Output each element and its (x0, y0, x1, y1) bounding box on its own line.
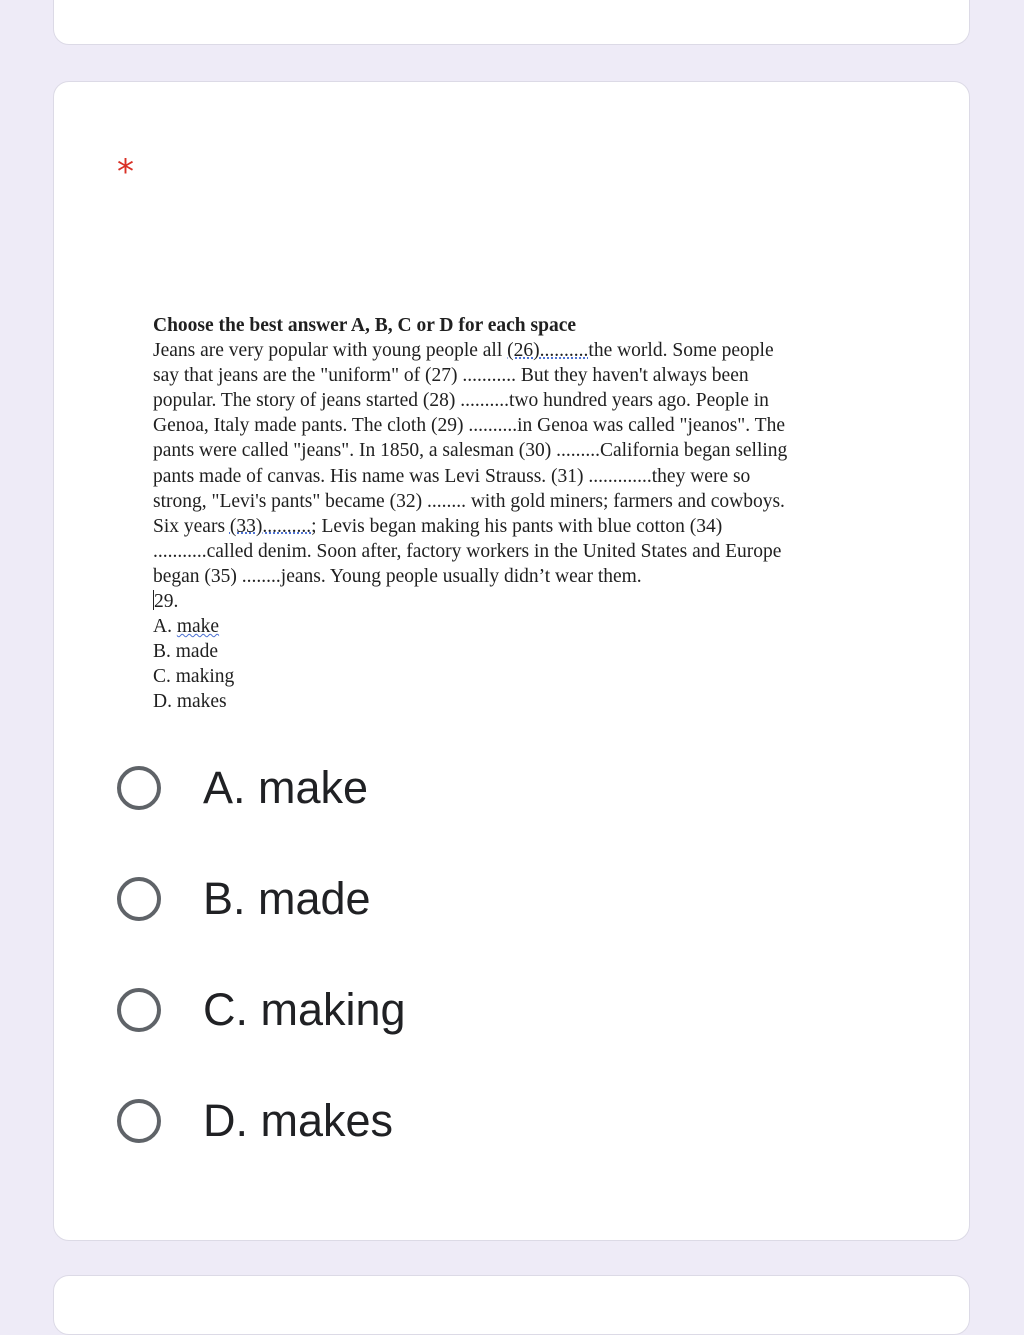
inline-option-letter: A. (153, 616, 177, 638)
inline-option-d: D. makes (153, 691, 227, 713)
passage-line (153, 338, 883, 363)
option-a[interactable] (117, 732, 406, 843)
option-c-label: C. making (203, 983, 406, 1035)
passage-line: pants were called "jeans". In 1850, a salesman (30) .........California began selling (153, 440, 788, 462)
passage-line: pants made of canvas. His name was Levi Strauss. (31) .............they were so (153, 465, 751, 487)
option-d[interactable] (117, 1065, 406, 1176)
question-number-line (153, 589, 883, 614)
inline-option-word: make (176, 616, 220, 638)
blank-33: (33).......... (229, 515, 312, 537)
passage-line: say that jeans are the "uniform" of (27) ........... But they haven't always been (153, 365, 749, 387)
passage-line: Genoa, Italy made pants. The cloth (29) ..........in Genoa was called "jeanos". The (153, 415, 785, 437)
question-number: 29. (154, 591, 179, 613)
passage-text: Jeans are very popular with young people all (153, 340, 508, 362)
passage-line (153, 514, 883, 539)
answer-options (117, 732, 406, 1176)
passage-line: began (35) ........jeans. Young people usually didn’t wear them. (153, 565, 642, 587)
passage-line: popular. The story of jeans started (28) ..........two hundred years ago. People in (153, 390, 769, 412)
option-b[interactable] (117, 843, 406, 954)
passage-text: Six years (153, 515, 230, 537)
radio-button-c[interactable] (117, 988, 161, 1032)
option-b-label: B. made (203, 872, 371, 924)
next-question-card (53, 1275, 970, 1335)
blank-26: (26).......... (507, 340, 589, 362)
inline-option-a (153, 614, 883, 639)
passage-text: ; Levis began making his pants with blue cotton (34) (311, 515, 723, 537)
radio-button-b[interactable] (117, 877, 161, 921)
inline-option-c: C. making (153, 666, 235, 688)
question-heading: Choose the best answer A, B, C or D for each space (153, 315, 577, 336)
required-marker: * (117, 152, 134, 192)
passage-line: ...........called denim. Soon after, factory workers in the United States and Europe (153, 540, 782, 562)
question-image (153, 313, 883, 715)
radio-button-a[interactable] (117, 766, 161, 810)
option-a-label: A. make (203, 761, 369, 813)
passage-line: strong, "Levi's pants" became (32) ........ with gold miners; farmers and cowboys. (153, 490, 785, 512)
radio-button-d[interactable] (117, 1099, 161, 1143)
previous-question-card (53, 0, 970, 45)
inline-option-b: B. made (153, 641, 218, 663)
option-c[interactable] (117, 954, 406, 1065)
option-d-label: D. makes (203, 1094, 394, 1146)
passage-text: the world. Some people (588, 340, 774, 362)
